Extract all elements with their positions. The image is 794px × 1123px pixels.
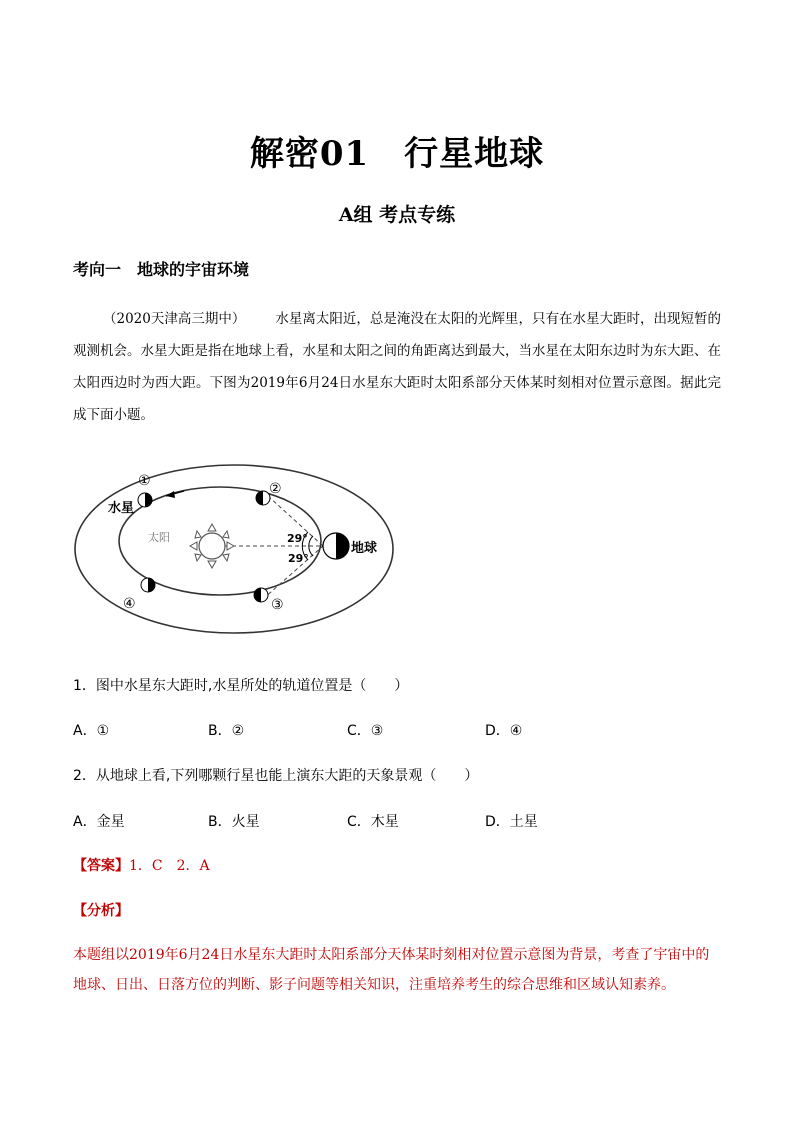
earth-icon	[323, 533, 349, 559]
q1-option-a[interactable]: A．①	[73, 723, 110, 739]
pos2-label: ②	[269, 481, 282, 497]
mercury-label: 水星	[108, 501, 135, 516]
q2-option-d[interactable]: D．土星	[485, 814, 538, 830]
q2-option-c[interactable]: C．木星	[347, 814, 399, 830]
angle-top-label: 29°	[287, 532, 308, 545]
q2-option-a[interactable]: A．金星	[73, 814, 125, 830]
question-1-stem: 1．图中水星东大距时,水星所处的轨道位置是（ ）	[73, 678, 409, 694]
q1-option-c[interactable]: C．③	[347, 723, 384, 739]
sun-icon	[190, 524, 234, 568]
passage-source: （2020天津高三期中）	[103, 311, 246, 327]
mercury-pos4-icon	[141, 578, 155, 592]
page-title: 解密01 行星地球	[249, 134, 545, 174]
group-subtitle: A组 考点专练	[338, 204, 456, 226]
section-heading: 考向一 地球的宇宙环境	[73, 260, 250, 279]
pos1-label: ①	[138, 473, 151, 489]
mercury-pos1-icon	[138, 493, 152, 507]
earth-label: 地球	[351, 541, 378, 556]
mercury-pos3-icon	[254, 588, 268, 602]
q1-option-b[interactable]: B．②	[208, 723, 245, 739]
q1-option-d[interactable]: D．④	[485, 723, 523, 739]
angle-bottom-label: 29°	[288, 552, 309, 565]
pos4-label: ④	[123, 596, 136, 612]
question-2-stem: 2．从地球上看,下列哪颗行星也能上演东大距的天象景观（ ）	[73, 768, 479, 784]
mercury-pos2-icon	[256, 491, 270, 505]
passage	[73, 303, 721, 431]
q2-option-b[interactable]: B．火星	[208, 814, 260, 830]
analysis-text: 本题组以2019年6月24日水星东大距时太阳系部分天体某时刻相对位置示意图为背景，考查了宇宙中的地球、日出、日落方位的判断、影子问题等相关知识，注重培养考生的综合思维和区域认知素养。	[73, 947, 710, 993]
answer-value: 1．C 2．A	[129, 858, 210, 874]
answer-line	[73, 855, 210, 875]
orbit-diagram	[70, 458, 400, 648]
passage-text: 水星离太阳近，总是淹没在太阳的光辉里，只有在水星大距时，出现短暂的观测机会。水星大距是指在地球上看，水星和太阳之间的角距离达到最大，当水星在太阳东边时为东大距、在太阳西边时为西大距。下图为2019年6月24日水星东大距时太阳系部分天体某时刻相对位置示意图。据此完成下面小题。	[73, 311, 721, 423]
sun-label: 太阳	[148, 531, 170, 544]
analysis-tag: 【分析】	[73, 903, 129, 919]
pos3-label: ③	[271, 597, 284, 613]
answer-tag: 【答案】	[73, 858, 129, 874]
